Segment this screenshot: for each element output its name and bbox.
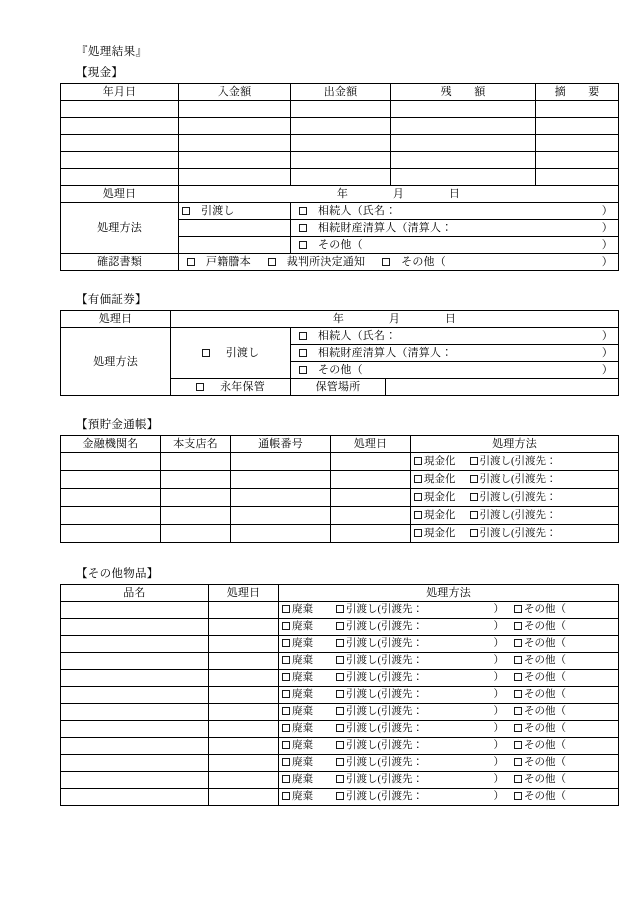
passbooks-header-row [61, 436, 619, 453]
table-row[interactable] [61, 653, 619, 670]
cash-cell-balance[interactable] [391, 169, 536, 186]
other-goods-col-item: 品名 [61, 585, 209, 602]
passbook-option-cash: 現金化 [424, 492, 456, 503]
checkbox-icon[interactable] [202, 349, 210, 357]
checkbox-icon[interactable] [514, 605, 522, 613]
goods-option-handover: 引渡し(引渡先： [346, 774, 423, 785]
checkbox-icon[interactable] [282, 622, 290, 630]
table-row[interactable] [61, 453, 619, 471]
table-row[interactable] [61, 471, 619, 489]
cash-option-other[interactable] [291, 237, 619, 254]
checkbox-icon[interactable] [299, 332, 307, 340]
checkbox-icon[interactable] [382, 258, 390, 266]
cash-cell-deposit[interactable] [179, 169, 291, 186]
goods-option-discard: 廃棄 [292, 740, 313, 751]
goods-cell-item[interactable] [61, 789, 209, 806]
goods-option-discard: 廃棄 [292, 621, 313, 632]
checkbox-icon[interactable] [514, 656, 522, 664]
cash-option-heir-close: ） [601, 205, 613, 217]
section-label-passbooks: 【預貯金通帳】 [76, 419, 159, 431]
goods-option-discard: 廃棄 [292, 757, 313, 768]
checkbox-icon[interactable] [268, 258, 276, 266]
goods-option-discard: 廃棄 [292, 672, 313, 683]
passbook-cell-date[interactable] [331, 525, 411, 543]
passbook-option-cash: 現金化 [424, 510, 456, 521]
section-label-securities: 【有価証券】 [76, 294, 147, 306]
checkbox-icon[interactable] [470, 511, 478, 519]
checkbox-icon[interactable] [196, 383, 204, 391]
cash-cell-withdrawal[interactable] [291, 169, 391, 186]
other-goods-col-method: 処理方法 [279, 585, 619, 602]
goods-option-other: その他（ [524, 621, 566, 632]
cash-option-administrator-label: 相続財産清算人（清算人： [318, 222, 453, 234]
goods-cell-date[interactable] [209, 772, 279, 789]
passbook-cell-number[interactable] [231, 489, 331, 507]
goods-cell-item[interactable] [61, 704, 209, 721]
passbooks-table [60, 435, 619, 543]
passbooks-col-branch: 本支店名 [161, 436, 231, 453]
goods-cell-method[interactable] [279, 789, 619, 806]
checkbox-icon[interactable] [282, 792, 290, 800]
cash-cell-withdrawal[interactable] [291, 118, 391, 135]
securities-handover-checkbox-cell[interactable] [171, 328, 291, 379]
goods-cell-date[interactable] [209, 721, 279, 738]
cash-col-deposit: 入金額 [179, 84, 291, 101]
goods-cell-method[interactable] [279, 772, 619, 789]
securities-storage-place-value[interactable] [386, 379, 619, 396]
securities-permanent-storage-cell[interactable] [171, 379, 291, 396]
cash-method-empty-cell[interactable] [179, 237, 291, 254]
checkbox-icon[interactable] [336, 656, 344, 664]
cash-cell-deposit[interactable] [179, 101, 291, 118]
table-row[interactable] [61, 636, 619, 653]
securities-permanent-storage-label: 永年保管 [220, 381, 265, 393]
cash-cell-deposit[interactable] [179, 118, 291, 135]
checkbox-icon[interactable] [182, 207, 190, 215]
passbook-cell-institution[interactable] [61, 471, 161, 489]
securities-process-date-row [61, 311, 619, 328]
cash-cell-balance[interactable] [391, 152, 536, 169]
goods-option-other: その他（ [524, 604, 566, 615]
cash-method-empty-cell[interactable] [179, 220, 291, 237]
goods-option-handover: 引渡し(引渡先： [346, 638, 423, 649]
passbook-cell-number[interactable] [231, 471, 331, 489]
table-row[interactable] [61, 169, 619, 186]
goods-option-handover: 引渡し(引渡先： [346, 689, 423, 700]
goods-cell-item[interactable] [61, 653, 209, 670]
goods-cell-date[interactable] [209, 670, 279, 687]
goods-cell-item[interactable] [61, 619, 209, 636]
cash-method-row-1 [61, 203, 619, 220]
goods-cell-method[interactable] [279, 738, 619, 755]
goods-cell-item[interactable] [61, 738, 209, 755]
table-row[interactable] [61, 525, 619, 543]
cash-option-other-close: ） [601, 239, 613, 251]
cash-confirm-option-koseki: 戸籍謄本 [206, 256, 251, 268]
securities-handover-label: 引渡し [225, 347, 260, 359]
passbooks-col-number: 通帳番号 [231, 436, 331, 453]
goods-option-discard: 廃棄 [292, 638, 313, 649]
securities-option-other-label: その他（ [318, 364, 363, 376]
securities-process-date-label: 処理日 [61, 311, 171, 328]
checkbox-icon[interactable] [514, 707, 522, 715]
passbook-cell-institution[interactable] [61, 489, 161, 507]
goods-cell-date[interactable] [209, 619, 279, 636]
securities-option-administrator-label: 相続財産清算人（清算人： [318, 347, 453, 359]
goods-option-handover: 引渡し(引渡先： [346, 791, 423, 802]
passbook-cell-branch[interactable] [161, 507, 231, 525]
checkbox-icon[interactable] [336, 690, 344, 698]
checkbox-icon[interactable] [282, 690, 290, 698]
cash-cell-remarks[interactable] [536, 135, 619, 152]
goods-cell-item[interactable] [61, 755, 209, 772]
goods-cell-method[interactable] [279, 602, 619, 619]
securities-option-other[interactable] [291, 362, 619, 379]
securities-option-heir[interactable] [291, 328, 619, 345]
goods-option-handover: 引渡し(引渡先： [346, 655, 423, 666]
cash-cell-balance[interactable] [391, 135, 536, 152]
cash-confirm-option-close: ） [601, 256, 613, 268]
cash-col-date: 年月日 [61, 84, 179, 101]
goods-option-handover-close: ） [493, 706, 504, 717]
checkbox-icon[interactable] [282, 724, 290, 732]
securities-table [60, 310, 619, 396]
cash-cell-date[interactable] [61, 118, 179, 135]
checkbox-icon[interactable] [514, 622, 522, 630]
securities-method-row-1 [61, 328, 619, 345]
cash-col-remarks: 摘 要 [536, 84, 619, 101]
securities-option-heir-close: ） [601, 330, 614, 342]
passbook-cell-date[interactable] [331, 453, 411, 471]
checkbox-icon[interactable] [282, 656, 290, 664]
table-row[interactable] [61, 789, 619, 806]
goods-cell-method[interactable] [279, 619, 619, 636]
goods-option-other: その他（ [524, 655, 566, 666]
checkbox-icon[interactable] [336, 605, 344, 613]
cash-col-withdrawal: 出金額 [291, 84, 391, 101]
goods-option-discard: 廃棄 [292, 604, 313, 615]
goods-option-other: その他（ [524, 706, 566, 717]
cash-cell-date[interactable] [61, 169, 179, 186]
passbook-option-handover: 引渡し(引渡先： [479, 510, 557, 521]
checkbox-icon[interactable] [470, 457, 478, 465]
cash-cell-date[interactable] [61, 152, 179, 169]
passbook-cell-method[interactable] [411, 507, 619, 525]
goods-cell-item[interactable] [61, 687, 209, 704]
goods-option-handover: 引渡し(引渡先： [346, 706, 423, 717]
passbook-cell-branch[interactable] [161, 453, 231, 471]
goods-option-discard: 廃棄 [292, 791, 313, 802]
checkbox-icon[interactable] [336, 775, 344, 783]
table-row[interactable] [61, 772, 619, 789]
passbook-cell-institution[interactable] [61, 507, 161, 525]
cash-cell-remarks[interactable] [536, 152, 619, 169]
table-row[interactable] [61, 704, 619, 721]
checkbox-icon[interactable] [282, 758, 290, 766]
passbook-cell-branch[interactable] [161, 489, 231, 507]
passbook-cell-branch[interactable] [161, 525, 231, 543]
checkbox-icon[interactable] [299, 241, 307, 249]
passbook-option-handover: 引渡し(引渡先： [479, 456, 557, 467]
passbook-option-handover: 引渡し(引渡先： [479, 474, 557, 485]
cash-cell-remarks[interactable] [536, 101, 619, 118]
table-row[interactable] [61, 738, 619, 755]
checkbox-icon[interactable] [470, 493, 478, 501]
passbook-cell-method[interactable] [411, 453, 619, 471]
goods-cell-date[interactable] [209, 636, 279, 653]
securities-process-date-value[interactable]: 年 月 日 [171, 311, 619, 328]
cash-process-date-value[interactable]: 年 月 日 [179, 186, 619, 203]
cash-process-method-label: 処理方法 [61, 203, 179, 254]
goods-option-discard: 廃棄 [292, 723, 313, 734]
goods-cell-date[interactable] [209, 755, 279, 772]
table-row[interactable] [61, 670, 619, 687]
passbooks-col-method: 処理方法 [411, 436, 619, 453]
cash-option-heir-label: 相続人（氏名： [318, 205, 397, 217]
passbook-cell-institution[interactable] [61, 525, 161, 543]
checkbox-icon[interactable] [414, 475, 422, 483]
checkbox-icon[interactable] [336, 673, 344, 681]
other-goods-col-date: 処理日 [209, 585, 279, 602]
checkbox-icon[interactable] [299, 366, 307, 374]
passbook-cell-number[interactable] [231, 525, 331, 543]
securities-storage-place-label: 保管場所 [291, 379, 386, 396]
checkbox-icon[interactable] [514, 690, 522, 698]
checkbox-icon[interactable] [414, 529, 422, 537]
goods-option-discard: 廃棄 [292, 774, 313, 785]
checkbox-icon[interactable] [514, 724, 522, 732]
checkbox-icon[interactable] [414, 493, 422, 501]
goods-option-other: その他（ [524, 638, 566, 649]
checkbox-icon[interactable] [514, 775, 522, 783]
securities-process-method-label: 処理方法 [61, 328, 171, 396]
goods-option-other: その他（ [524, 689, 566, 700]
passbook-cell-method[interactable] [411, 525, 619, 543]
checkbox-icon[interactable] [336, 639, 344, 647]
cash-confirm-option-court: 裁判所決定通知 [286, 256, 366, 268]
checkbox-icon[interactable] [282, 673, 290, 681]
checkbox-icon[interactable] [514, 639, 522, 647]
checkbox-icon[interactable] [514, 673, 522, 681]
goods-cell-method[interactable] [279, 670, 619, 687]
checkbox-icon[interactable] [299, 224, 307, 232]
checkbox-icon[interactable] [514, 758, 522, 766]
goods-cell-item[interactable] [61, 772, 209, 789]
passbook-cell-date[interactable] [331, 471, 411, 489]
goods-cell-item[interactable] [61, 670, 209, 687]
goods-option-discard: 廃棄 [292, 689, 313, 700]
table-row[interactable] [61, 101, 619, 118]
cash-cell-withdrawal[interactable] [291, 101, 391, 118]
goods-option-discard: 廃棄 [292, 655, 313, 666]
cash-option-other-label: その他（ [318, 239, 363, 251]
passbook-cell-method[interactable] [411, 489, 619, 507]
goods-option-handover: 引渡し(引渡先： [346, 604, 423, 615]
passbook-cell-method[interactable] [411, 471, 619, 489]
goods-cell-date[interactable] [209, 602, 279, 619]
checkbox-icon[interactable] [336, 707, 344, 715]
checkbox-icon[interactable] [282, 707, 290, 715]
passbooks-col-date: 処理日 [331, 436, 411, 453]
goods-option-handover: 引渡し(引渡先： [346, 621, 423, 632]
goods-cell-item[interactable] [61, 721, 209, 738]
goods-cell-date[interactable] [209, 704, 279, 721]
cash-process-date-row [61, 186, 619, 203]
checkbox-icon[interactable] [282, 639, 290, 647]
cash-cell-remarks[interactable] [536, 118, 619, 135]
checkbox-icon[interactable] [336, 622, 344, 630]
goods-option-handover-close: ） [493, 791, 504, 802]
cash-cell-withdrawal[interactable] [291, 135, 391, 152]
cash-confirm-option-other: その他（ [401, 256, 446, 268]
cash-confirm-docs-label: 確認書類 [61, 254, 179, 271]
cash-option-heir[interactable] [291, 203, 619, 220]
goods-option-handover: 引渡し(引渡先： [346, 740, 423, 751]
goods-option-handover: 引渡し(引渡先： [346, 723, 423, 734]
goods-option-handover-close: ） [493, 757, 504, 768]
cash-table [60, 83, 619, 271]
goods-option-handover-close: ） [493, 723, 504, 734]
table-row[interactable] [61, 489, 619, 507]
section-label-cash: 【現金】 [76, 67, 124, 79]
document-title: 『処理結果』 [76, 46, 148, 58]
goods-option-handover-close: ） [493, 774, 504, 785]
checkbox-icon[interactable] [470, 529, 478, 537]
checkbox-icon[interactable] [514, 741, 522, 749]
cash-cell-deposit[interactable] [179, 152, 291, 169]
goods-option-handover-close: ） [493, 621, 504, 632]
table-row[interactable] [61, 118, 619, 135]
goods-cell-item[interactable] [61, 602, 209, 619]
table-row[interactable] [61, 602, 619, 619]
cash-option-administrator[interactable] [291, 220, 619, 237]
passbook-cell-branch[interactable] [161, 471, 231, 489]
cash-cell-balance[interactable] [391, 101, 536, 118]
cash-handover-checkbox-cell[interactable] [179, 203, 291, 220]
goods-cell-method[interactable] [279, 636, 619, 653]
passbook-option-handover: 引渡し(引渡先： [479, 492, 557, 503]
cash-cell-date[interactable] [61, 101, 179, 118]
checkbox-icon[interactable] [470, 475, 478, 483]
checkbox-icon[interactable] [336, 758, 344, 766]
goods-cell-date[interactable] [209, 687, 279, 704]
cash-cell-date[interactable] [61, 135, 179, 152]
goods-cell-method[interactable] [279, 755, 619, 772]
cash-cell-withdrawal[interactable] [291, 152, 391, 169]
passbook-cell-number[interactable] [231, 507, 331, 525]
goods-option-handover-close: ） [493, 740, 504, 751]
section-label-other-goods: 【その他物品】 [76, 568, 159, 580]
checkbox-icon[interactable] [282, 775, 290, 783]
goods-option-discard: 廃棄 [292, 706, 313, 717]
goods-option-other: その他（ [524, 740, 566, 751]
securities-option-administrator[interactable] [291, 345, 619, 362]
checkbox-icon[interactable] [414, 457, 422, 465]
passbook-option-cash: 現金化 [424, 456, 456, 467]
goods-cell-method[interactable] [279, 721, 619, 738]
passbooks-col-institution: 金融機関名 [61, 436, 161, 453]
checkbox-icon[interactable] [336, 792, 344, 800]
checkbox-icon[interactable] [282, 605, 290, 613]
passbook-cell-institution[interactable] [61, 453, 161, 471]
checkbox-icon[interactable] [282, 741, 290, 749]
checkbox-icon[interactable] [514, 792, 522, 800]
cash-confirm-docs-row [61, 254, 619, 271]
checkbox-icon[interactable] [414, 511, 422, 519]
passbook-option-cash: 現金化 [424, 474, 456, 485]
cash-cell-deposit[interactable] [179, 135, 291, 152]
passbook-option-cash: 現金化 [424, 528, 456, 539]
cash-confirm-docs-options[interactable] [179, 254, 619, 271]
goods-option-handover-close: ） [493, 672, 504, 683]
goods-option-other: その他（ [524, 723, 566, 734]
goods-option-other: その他（ [524, 791, 566, 802]
passbook-option-handover: 引渡し(引渡先： [479, 528, 557, 539]
cash-header-row [61, 84, 619, 101]
checkbox-icon[interactable] [336, 741, 344, 749]
goods-cell-method[interactable] [279, 653, 619, 670]
goods-cell-date[interactable] [209, 653, 279, 670]
securities-option-other-close: ） [601, 364, 614, 376]
securities-option-administrator-close: ） [601, 347, 614, 359]
goods-option-handover-close: ） [493, 604, 504, 615]
table-row[interactable] [61, 687, 619, 704]
table-row[interactable] [61, 152, 619, 169]
table-row[interactable] [61, 755, 619, 772]
cash-cell-remarks[interactable] [536, 169, 619, 186]
goods-option-other: その他（ [524, 672, 566, 683]
other-goods-table [60, 584, 619, 806]
goods-cell-date[interactable] [209, 738, 279, 755]
goods-option-other: その他（ [524, 774, 566, 785]
goods-cell-method[interactable] [279, 704, 619, 721]
goods-option-other: その他（ [524, 757, 566, 768]
table-row[interactable] [61, 507, 619, 525]
goods-cell-item[interactable] [61, 636, 209, 653]
other-goods-header-row [61, 585, 619, 602]
goods-option-handover: 引渡し(引渡先： [346, 672, 423, 683]
goods-option-handover: 引渡し(引渡先： [346, 757, 423, 768]
cash-process-date-label: 処理日 [61, 186, 179, 203]
cash-option-administrator-close: ） [601, 222, 613, 234]
checkbox-icon[interactable] [299, 207, 307, 215]
checkbox-icon[interactable] [336, 724, 344, 732]
securities-option-heir-label: 相続人（氏名： [318, 330, 397, 342]
cash-cell-balance[interactable] [391, 118, 536, 135]
goods-cell-method[interactable] [279, 687, 619, 704]
passbook-cell-date[interactable] [331, 507, 411, 525]
checkbox-icon[interactable] [187, 258, 195, 266]
table-row[interactable] [61, 619, 619, 636]
table-row[interactable] [61, 135, 619, 152]
goods-option-handover-close: ） [493, 689, 504, 700]
checkbox-icon[interactable] [299, 349, 307, 357]
goods-cell-date[interactable] [209, 789, 279, 806]
cash-handover-label: 引渡し [201, 205, 235, 217]
passbook-cell-date[interactable] [331, 489, 411, 507]
table-row[interactable] [61, 721, 619, 738]
passbook-cell-number[interactable] [231, 453, 331, 471]
goods-option-handover-close: ） [493, 638, 504, 649]
goods-option-handover-close: ） [493, 655, 504, 666]
cash-col-balance: 残 額 [391, 84, 536, 101]
